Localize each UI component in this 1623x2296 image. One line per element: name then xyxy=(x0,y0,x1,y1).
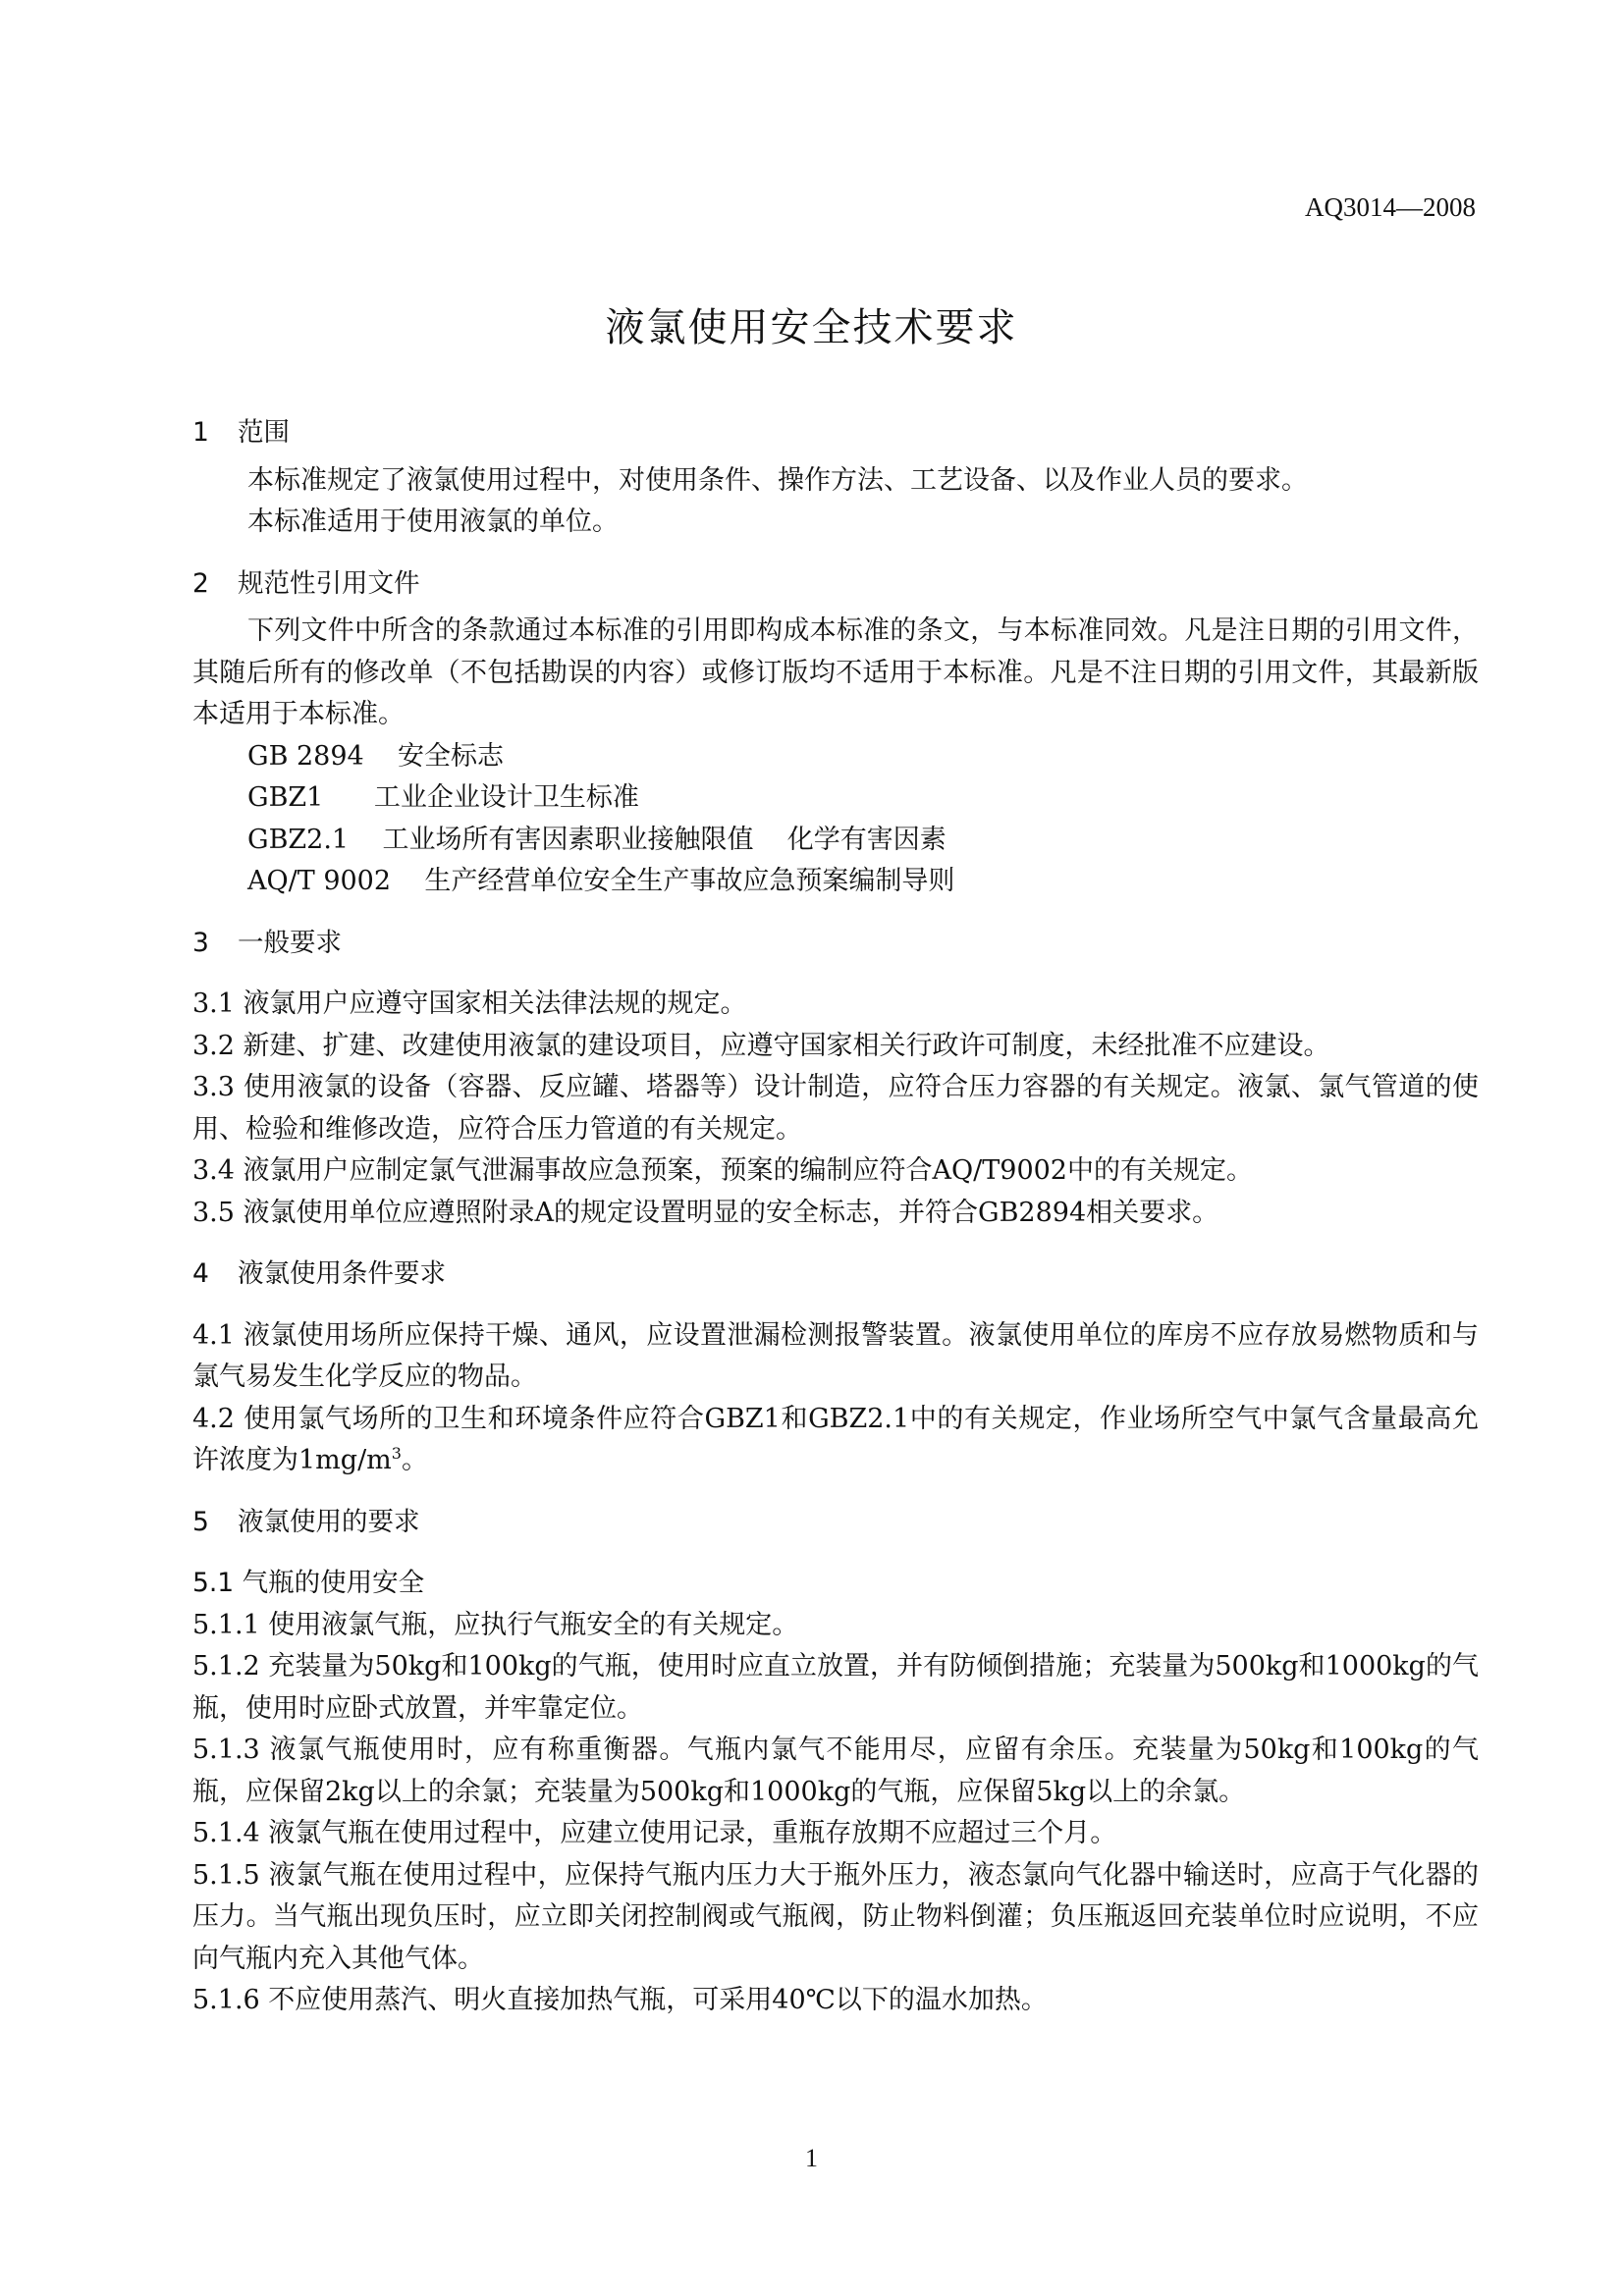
section-title: 液氯使用条件要求 xyxy=(238,1258,446,1289)
clause-text: 4.2 使用氯气场所的卫生和环境条件应符合GBZ1和GBZ2.1中的有关规定，作业场所空气中氯气含量最高允许浓度为1mg/m xyxy=(192,1403,1479,1475)
reference-item: GBZ1 工业企业设计卫生标准 xyxy=(247,782,639,813)
reference-item: GB 2894 安全标志 xyxy=(247,740,505,772)
clause: 5.1.3 液氯气瓶使用时，应有称重衡器。气瓶内氯气不能用尽，应留有余压。充装量为50kg和100kg的气瓶，应保留2kg以上的余氯；充装量为500kg和1000kg的气瓶，应保留5kg以上的余氯。 xyxy=(192,1735,1479,1807)
superscript: 3 xyxy=(391,1444,402,1463)
section-number: 4 xyxy=(192,1258,209,1289)
clause: 5.1.2 充装量为50kg和100kg的气瓶，使用时应直立放置，并有防倾倒措施；充装量为500kg和1000kg的气瓶，使用时应卧式放置，并牢靠定位。 xyxy=(192,1651,1479,1724)
section-number: 3 xyxy=(192,927,209,958)
clause: 5.1.4 液氯气瓶在使用过程中，应建立使用记录，重瓶存放期不应超过三个月。 xyxy=(192,1818,1117,1848)
clause: 3.5 液氯使用单位应遵照附录A的规定设置明显的安全标志，并符合GB2894相关要求。 xyxy=(192,1197,1219,1228)
section-title: 液氯使用的要求 xyxy=(238,1506,420,1537)
section-title: 一般要求 xyxy=(238,927,342,958)
clause: 5.1.5 液氯气瓶在使用过程中，应保持气瓶内压力大于瓶外压力，液态氯向气化器中输送时，应高于气化器的压力。当气瓶出现负压时，应立即关闭控制阀或气瓶阀，防止物料倒灌；负压瓶返回充装单位时应说明，不应向气瓶内充入其他气体。 xyxy=(192,1859,1479,1974)
paragraph: 本标准规定了液氯使用过程中，对使用条件、操作方法、工艺设备、以及作业人员的要求。 xyxy=(247,464,1308,496)
clause: 3.3 使用液氯的设备（容器、反应罐、塔器等）设计制造，应符合压力容器的有关规定。液氯、氯气管道的使用、检验和维修改造，应符合压力管道的有关规定。 xyxy=(192,1072,1479,1145)
section-number: 2 xyxy=(192,567,209,599)
page-number: 1 xyxy=(805,2144,818,2172)
standard-code: AQ3014—2008 xyxy=(1305,192,1476,222)
subsection-heading-cylinder-safety: 5.1 气瓶的使用安全 xyxy=(192,1568,425,1598)
section-heading-scope xyxy=(192,412,1479,454)
section-heading-general-requirements xyxy=(192,923,1479,965)
clause: 5.1.1 使用液氯气瓶，应执行气瓶安全的有关规定。 xyxy=(192,1609,799,1640)
section-number: 1 xyxy=(192,417,209,448)
document-body xyxy=(192,412,1479,2022)
paragraph: 下列文件中所含的条款通过本标准的引用即构成本标准的条文，与本标准同效。凡是注日期的引用文件，其随后所有的修改单（不包括勘误的内容）或修订版均不适用于本标准。凡是不注日期的引用文件，其最新版本适用于本标准。 xyxy=(192,615,1479,729)
clause-end: 。 xyxy=(401,1445,428,1475)
section-title: 范围 xyxy=(238,417,290,448)
section-heading-normative-references xyxy=(192,563,1479,606)
clause xyxy=(192,1399,1479,1482)
section-number: 5 xyxy=(192,1506,209,1537)
clause: 5.1.6 不应使用蒸汽、明火直接加热气瓶，可采用40℃以下的温水加热。 xyxy=(192,1985,1048,2015)
clause: 4.1 液氯使用场所应保持干燥、通风，应设置泄漏检测报警装置。液氯使用单位的库房不应存放易燃物质和与氯气易发生化学反应的物品。 xyxy=(192,1319,1479,1392)
reference-item: AQ/T 9002 生产经营单位安全生产事故应急预案编制导则 xyxy=(247,866,955,896)
section-title: 规范性引用文件 xyxy=(238,567,420,599)
clause: 3.2 新建、扩建、改建使用液氯的建设项目，应遵守国家相关行政许可制度，未经批准不应建设。 xyxy=(192,1030,1330,1061)
document-title: 液氯使用安全技术要求 xyxy=(605,305,1018,350)
clause: 3.4 液氯用户应制定氯气泄漏事故应急预案，预案的编制应符合AQ/T9002中的有关规定。 xyxy=(192,1155,1253,1186)
paragraph: 本标准适用于使用液氯的单位。 xyxy=(247,507,619,537)
reference-item: GBZ2.1 工业场所有害因素职业接触限值 化学有害因素 xyxy=(247,824,947,855)
section-heading-usage-conditions xyxy=(192,1254,1479,1296)
clause: 3.1 液氯用户应遵守国家相关法律法规的规定。 xyxy=(192,988,747,1019)
section-heading-usage-requirements xyxy=(192,1502,1479,1544)
